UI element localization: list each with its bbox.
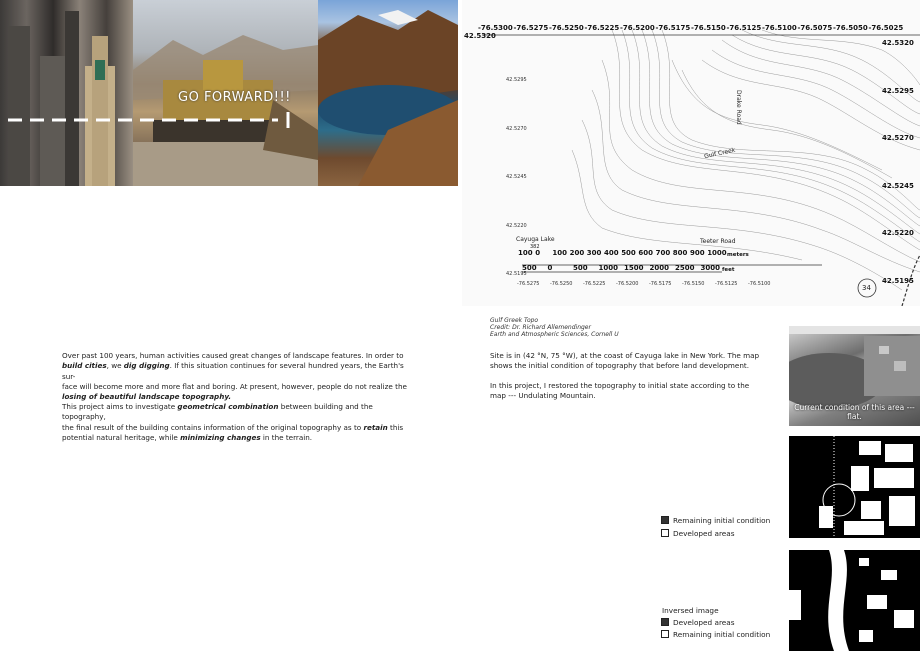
legend-label: Remaining initial condition [673,630,771,639]
scale-tick-label: 600 [638,249,654,257]
legend-2-title: Inversed image [662,606,719,615]
intro-paragraph-2 [62,402,412,443]
longitude-label: -76.5075 [797,24,833,32]
longitude-label: -76.5100 [748,281,771,287]
scale-tick-label: 700 [655,249,671,257]
text-fragment: the final result of the building contains information of the original topography as to [62,422,364,432]
longitude-label: -76.5125 [726,24,762,32]
retain-emphasis: retain [363,422,388,432]
legend-2-item-2 [661,630,770,639]
filled-square-icon [661,516,669,524]
text-fragment: between building and the topography, [62,402,373,422]
figure-ground-shapes [789,436,920,538]
scale-meters-unit: meters [727,252,749,258]
map-caption-title: Gulf Greek Topo [490,317,539,324]
scale-tick-label: 500 [522,264,537,272]
longitude-label: -76.5200 [620,24,655,32]
lake-label: Cayuga Lake [516,236,555,243]
legend-label: Remaining initial condition [673,516,771,525]
scale-feet-unit: feet [722,267,735,273]
text-fragment: in the terrain. [260,432,313,442]
scale-tick-label: 100 [518,249,533,257]
minimizing-changes-emphasis: minimizing changes [180,432,261,442]
map-caption [490,317,619,338]
city-skyline-photo [0,0,133,186]
site-line: In this project, I restored the topography to initial state according to the [490,381,750,390]
latitude-label: 42.5220 [882,229,914,237]
longitude-label: -76.5275 [513,24,549,32]
lake-elevation-label: 382 [530,244,540,250]
creek-label: Gulf Creek [703,146,736,161]
legend-label: Developed areas [673,529,735,538]
longitude-label: -76.5300 [478,24,513,32]
route-label: 34 [862,284,871,292]
latitude-label: 42.5195 [506,271,527,277]
longitude-label: -76.5050 [833,24,868,32]
drake-road-label: Drake Road [735,90,742,125]
longitude-label: -76.5275 [517,281,540,287]
legend-label: Developed areas [673,618,735,627]
longitude-label: -76.5175 [649,281,672,287]
longitude-label: -76.5150 [691,24,726,32]
map-caption-department: Earth and Atmospheric Sciences, Cornell U [490,331,619,338]
intro-line [62,433,412,443]
topo-map [462,0,920,306]
lake-shape [318,0,458,186]
scale-tick-label: 1500 [624,264,644,272]
longitude-label: -76.5250 [549,24,584,32]
text-fragment: This project aims to investigate [62,402,178,411]
latitude-label: 42.5320 [882,39,914,47]
longitude-label: -76.5100 [762,24,797,32]
scale-tick-label: 0 [547,264,553,272]
empty-square-icon [661,630,669,638]
losing-topography-emphasis: losing of beautiful landscape topography. [62,392,232,402]
longitude-label: -76.5200 [616,281,639,287]
site-line: map --- Undulating Mountain. [490,391,596,401]
longitude-label: -76.5225 [583,281,606,287]
longitude-label: -76.5150 [682,281,705,287]
go-forward-label: GO FORWARD!!! [178,90,291,105]
longitude-label: -76.5125 [715,281,738,287]
teeter-road-label: Teeter Road [700,238,736,245]
site-line: Site is in (42 °N, 75 °W), at the coast of Cayuga lake in New York. The map [490,351,760,360]
scale-tick-label: 300 [586,249,602,257]
site-line: shows the initial condition of topography that before land development. [490,361,750,371]
site-paragraph-2 [490,381,780,402]
scale-tick-label: 100 [552,249,568,257]
scale-tick-label: 900 [690,249,705,257]
intro-line: Over past 100 years, human activities caused great changes of landscape features. In order to [62,351,404,360]
scale-tick-label: 200 [569,249,585,257]
mountain-lake-photo [318,0,458,186]
scale-tick-label: 500 [573,264,588,272]
dig-digging-emphasis: dig digging [123,361,170,371]
text-fragment: , we [106,361,124,371]
intro-line [62,361,412,382]
text-fragment: . If this situation continues for several hundred years, the Earth's sur- [62,361,404,381]
latitude-label: 42.5270 [882,134,914,142]
latitude-label: 42.5245 [506,174,527,180]
inversed-figure-ground-map [789,550,920,651]
map-caption-credit: Credit: Dr. Richard Allemendinger [490,324,591,331]
scale-tick-label: 2500 [675,264,695,272]
latitude-label: 42.5270 [506,125,527,132]
inversed-shapes [789,550,920,651]
latitude-label: 42.5245 [882,181,914,190]
left-latitude-label: 42.5320 [464,32,496,40]
latitude-label: 42.5195 [882,276,914,285]
text-fragment: this [387,422,404,432]
intro-line [62,423,412,433]
scale-tick-label: 1000 [598,264,618,272]
legend-1-item-2 [661,529,735,538]
scale-tick-label: 3000 [700,264,720,272]
legend-2-item-1 [661,618,735,627]
build-cities-emphasis: build cities [62,361,107,371]
latitude-label: 42.5220 [506,222,527,229]
longitude-label: -76.5250 [550,281,573,287]
photo-strip [0,0,458,186]
latitude-label: 42.5295 [506,77,527,83]
contour-lines [462,0,920,306]
scale-tick-label: 400 [604,249,619,257]
latitude-label: 42.5295 [882,86,914,95]
aerial-caption: Current condition of this area --- flat. [794,403,915,421]
intro-line [62,402,412,423]
intro-line [62,392,412,402]
geometrical-combination-emphasis: geometrical combination [177,402,279,411]
scale-tick-label: 500 [621,249,636,257]
scale-tick-label: 1000 [707,249,727,257]
legend-1-item-1 [661,516,770,525]
intro-paragraph-1 [62,351,412,402]
site-paragraph-1 [490,351,780,372]
figure-ground-map [789,436,920,538]
scale-tick-label: 0 [535,249,541,257]
intro-line: face will become more and more flat and boring. At present, however, people do not realize the [62,381,407,391]
longitude-label: -76.5025 [868,24,904,32]
longitude-label: -76.5225 [584,24,620,32]
text-fragment: potential natural heritage, while [62,432,181,442]
scale-tick-label: 800 [672,249,688,257]
filled-square-icon [661,618,669,626]
dashed-arrow-icon [8,112,298,128]
scale-tick-label: 2000 [649,264,669,272]
empty-square-icon [661,529,669,537]
longitude-label: -76.5175 [655,24,691,32]
